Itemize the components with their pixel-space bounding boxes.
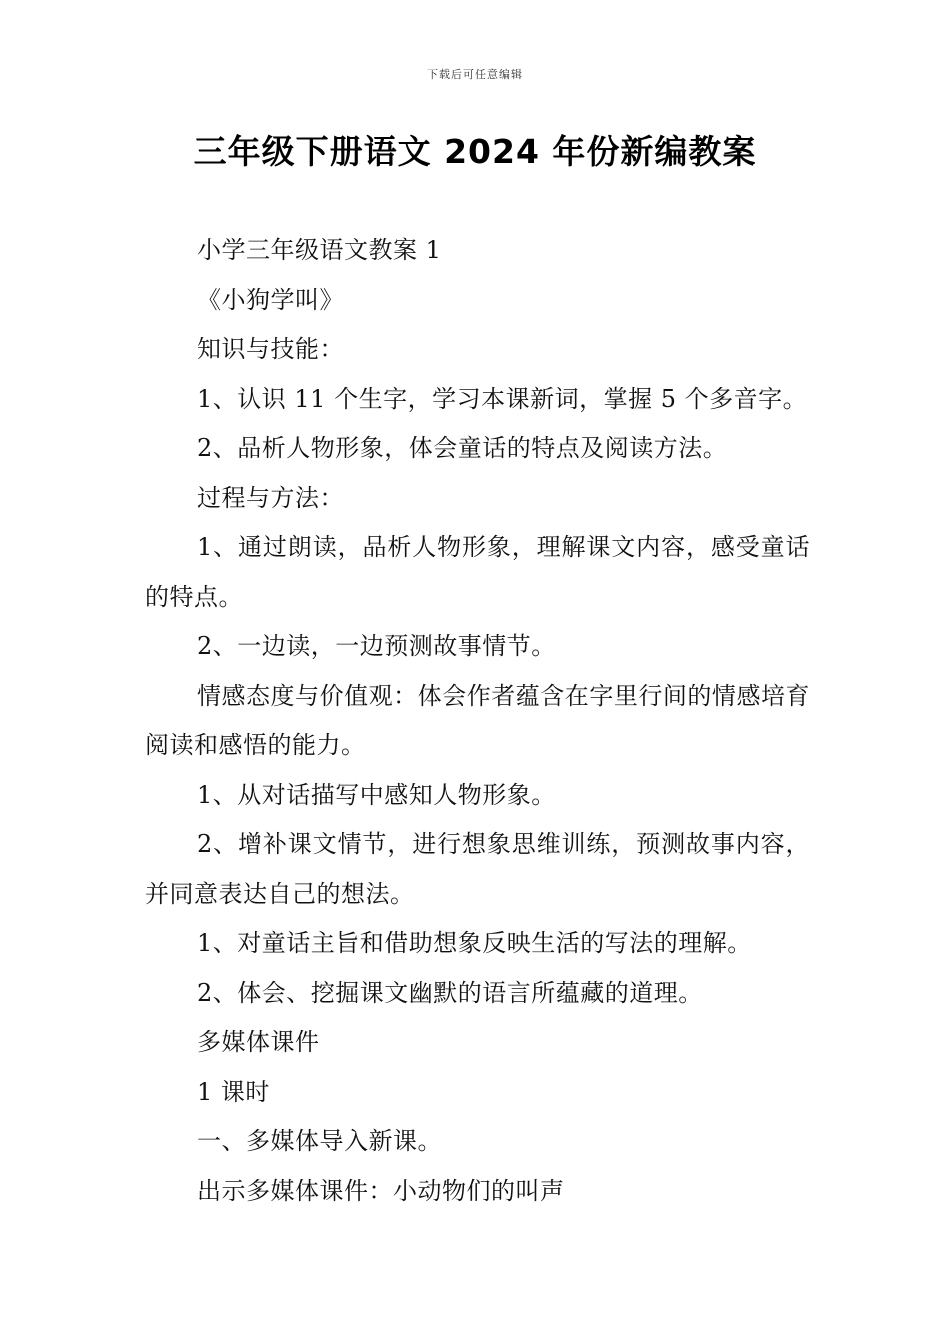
paragraph: 多媒体课件 [197,1028,320,1056]
paragraph: 2、品析人物形象，体会童话的特点及阅读方法。 [197,434,728,462]
header-note: 下载后可任意编辑 [427,68,523,81]
document-body [145,226,810,1216]
paragraph: 小学三年级语文教案 1 [197,236,442,264]
paragraph: 1、从对话描写中感知人物形象。 [197,780,556,809]
paragraph: 过程与方法： [197,483,344,512]
paragraph: 一、多媒体导入新课。 [197,1127,442,1155]
paragraph: 2、体会、挖掘课文幽默的语言所蕴藏的道理。 [197,978,703,1007]
paragraph: 1、认识 11 个生字，学习本课新词，掌握 5 个多音字。 [197,384,808,413]
paragraph: 1、对童话主旨和借助想象反映生活的写法的理解。 [197,929,752,957]
paragraph: 出示多媒体课件：小动物们的叫声 [197,1176,565,1205]
paragraph: 情感态度与价值观：体会作者蕴含在字里行间的情感培育阅读和感悟的能力。 [145,681,810,759]
paragraph: 1 课时 [197,1077,270,1106]
paragraph: 2、增补课文情节，进行想象思维训练，预测故事内容，并同意表达自己的想法。 [145,830,810,908]
paragraph: 《小狗学叫》 [197,285,344,314]
document-title: 三年级下册语文 2024 年份新编教案 [193,132,757,171]
paragraph: 2、一边读，一边预测故事情节。 [197,632,556,660]
paragraph: 1、通过朗读，品析人物形象，理解课文内容，感受童话的特点。 [145,533,810,611]
paragraph: 知识与技能： [197,335,344,363]
